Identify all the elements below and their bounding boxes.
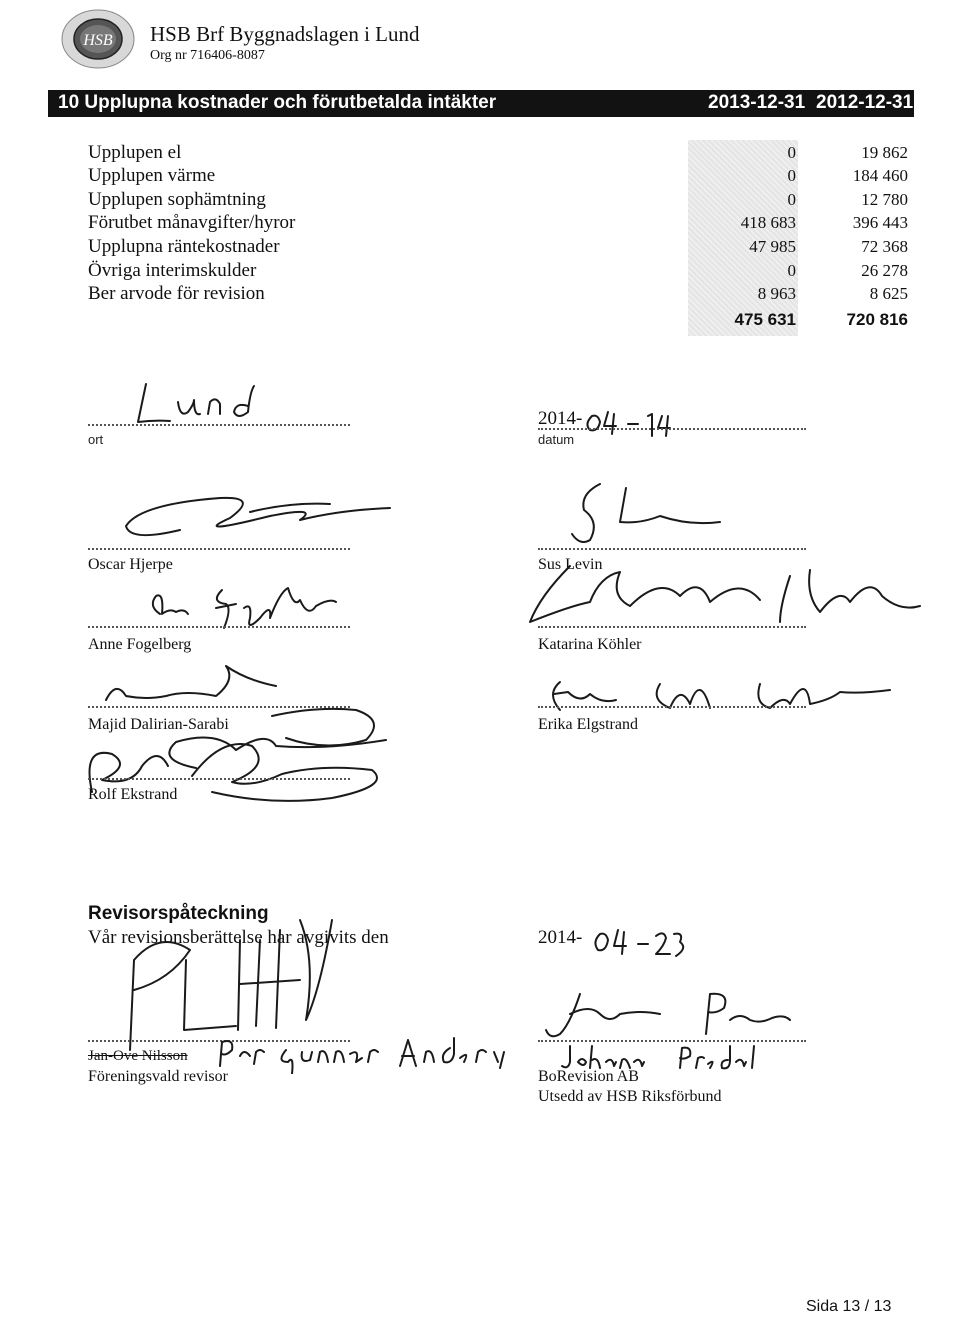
signature-oscar-hjerpe	[100, 490, 420, 550]
signature-johanna-predal	[540, 984, 800, 1044]
audit-company: BoRevision AB	[538, 1068, 639, 1085]
signatory-name: Katarina Köhler	[538, 636, 642, 653]
signatory-name: Anne Fogelberg	[88, 636, 192, 653]
appointed-by: Utsedd av HSB Riksförbund	[538, 1088, 722, 1105]
row-value-2012: 12 780	[861, 190, 908, 209]
row-value-2012: 8 625	[869, 284, 908, 303]
place-label: ort	[88, 432, 104, 447]
date-prefix: 2014-	[538, 408, 583, 429]
row-value-2013: 418 683	[740, 213, 796, 232]
handwritten-place-lund	[108, 380, 268, 430]
signatory-name: Erika Elgstrand	[538, 716, 638, 733]
signatory-name: Rolf Ekstrand	[88, 786, 178, 803]
signature-anne-fogelberg	[140, 578, 360, 638]
row-value-2013: 0	[787, 166, 796, 185]
row-value-2013: 47 985	[749, 237, 796, 256]
row-label: Upplupen värme	[88, 165, 216, 186]
row-label: Upplupen el	[88, 142, 182, 163]
row-value-2013: 8 963	[757, 284, 796, 303]
row-value-2012: 19 862	[861, 143, 908, 162]
date-label: datum	[538, 432, 575, 447]
signature-line	[88, 626, 350, 628]
revisor-role: Föreningsvald revisor	[88, 1068, 228, 1085]
page-number: Sida 13 / 13	[806, 1298, 892, 1315]
hsb-logo	[60, 8, 136, 70]
handwritten-name-per-gunnar-andersson	[214, 1034, 514, 1074]
row-label: Övriga interimskulder	[88, 260, 257, 281]
row-value-2012: 396 443	[852, 213, 908, 232]
signature-line	[88, 548, 350, 550]
signatory-name: Oscar Hjerpe	[88, 556, 173, 573]
signature-line	[538, 548, 806, 550]
row-value-2013: 0	[787, 143, 796, 162]
signature-sus-levin	[560, 478, 760, 548]
handwritten-date-0414	[582, 404, 692, 438]
handwritten-date-0423	[590, 922, 690, 962]
signature-line	[88, 778, 350, 780]
signatory-name: Majid Dalirian-Sarabi	[88, 716, 229, 733]
total-2012: 720 816	[846, 310, 908, 329]
row-label: Förutbet månavgifter/hyror	[88, 212, 296, 233]
section-header-bar	[48, 90, 914, 117]
revisor-section-title: Revisorspåteckning	[88, 903, 269, 924]
place-line	[88, 424, 350, 426]
struck-revisor-name: Jan-Ove Nilsson	[88, 1048, 188, 1064]
row-label: Ber arvode för revision	[88, 283, 265, 304]
row-value-2012: 184 460	[852, 166, 908, 185]
signature-line	[88, 706, 350, 708]
signature-line	[538, 626, 806, 628]
svg-text:HSB: HSB	[83, 32, 113, 49]
org-number: Org nr 716406-8087	[150, 48, 265, 63]
total-2013: 475 631	[734, 310, 796, 329]
row-value-2013: 0	[787, 190, 796, 209]
column-header-2012: 2012-12-31	[816, 92, 914, 113]
column-header-2013: 2013-12-31	[708, 92, 806, 113]
row-value-2012: 26 278	[861, 261, 908, 280]
row-label: Upplupen sophämtning	[88, 189, 266, 210]
row-value-2012: 72 368	[861, 237, 908, 256]
revisor-statement: Vår revisionsberättelse har avgivits den	[88, 927, 389, 948]
row-value-2013: 0	[787, 261, 796, 280]
signature-katarina-kohler	[510, 556, 930, 636]
date-line	[538, 428, 806, 430]
signatory-name: Sus Levin	[538, 556, 603, 573]
revisor-date-prefix: 2014-	[538, 927, 583, 948]
org-name: HSB Brf Byggnadslagen i Lund	[150, 22, 420, 46]
row-label: Upplupna räntekostnader	[88, 236, 280, 257]
section-title: 10 Upplupna kostnader och förutbetalda intäkter	[58, 92, 497, 113]
signature-line	[538, 706, 806, 708]
